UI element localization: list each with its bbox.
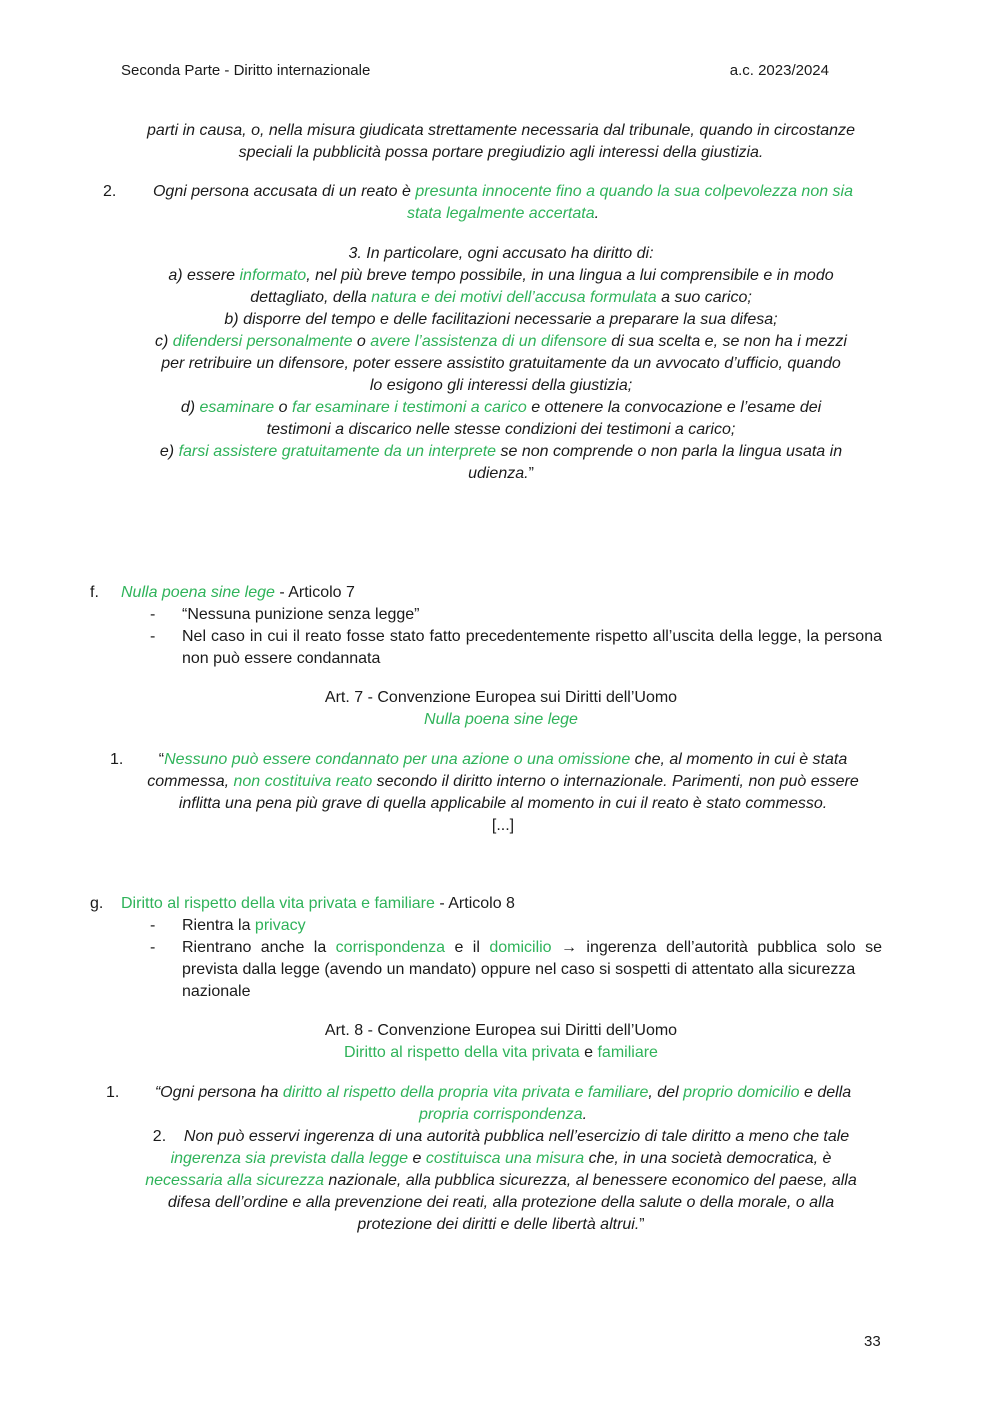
highlight-text: proprio domicilio [683,1084,800,1101]
text-span: nazionale, alla pubblica sicurezza, al benessere economico del paese, alla [323,1172,857,1189]
text-line: lo esigono gli interessi della giustizia; [369,377,633,394]
text-span: Ogni persona accusata di un reato è [152,183,416,200]
text-span: a) essere [168,267,240,284]
text-span: Rientrano anche la [182,939,336,956]
highlight-text: domicilio [489,939,552,956]
text-line: inflitta una pena più grave di quella applicabile al momento in cui il reato è stato commesso. [178,795,828,812]
section-g-title [121,893,515,915]
text-span: - Articolo 7 [274,584,355,601]
text-line: difesa dell’ordine e alla prevenzione dei reati, alla protezione della salute o della morale, o alla [167,1194,835,1211]
list-number: 2. [103,183,117,200]
article-heading: Art. 7 - Convenzione Europea sui Diritti dell’Uomo [324,689,678,706]
text-span: commessa, [147,773,234,790]
text-span: e [408,1150,426,1167]
highlight-text: non costituiva reato [233,773,373,790]
highlight-text: corrispondenza [335,939,446,956]
highlight-text: esaminare [199,399,275,416]
bullet-dash: - [150,606,156,623]
text-span: e della [799,1084,852,1101]
text-span: d) [180,399,200,416]
highlight-text: propria corrispondenza [418,1106,583,1123]
highlight-text: avere l’assistenza di un difensore [370,333,607,350]
text-span: ” [528,465,534,482]
bullet-text [182,937,882,1003]
highlight-text: Diritto al rispetto della vita privata e familiare [121,895,435,912]
text-line: testimoni a discarico nelle stesse condizioni dei testimoni a carico; [266,421,736,438]
highlight-text: costituisca una misura [425,1150,585,1167]
text-span: e il [445,939,490,956]
article-8-paragraph-2 [120,1126,882,1236]
section-letter-g: g. [90,895,104,912]
text-span: e) [159,443,179,460]
text-span: - Articolo 8 [434,895,515,912]
article-8-heading [120,1020,882,1064]
highlight-text: necessaria alla sicurezza [145,1172,324,1189]
bullet-dash: - [150,939,156,956]
header-title: Seconda Parte - Diritto internazionale [121,62,371,79]
text-span: e ottenere la convocazione e l’esame dei [526,399,822,416]
text-span: . [582,1106,588,1123]
highlight-text: stata legalmente accertata [406,205,595,222]
art6-paragraph-3 [120,243,882,485]
text-line: speciali la pubblicità possa portare pregiudizio agli interessi della giustizia. [238,144,764,161]
text-line: nazionale [182,983,251,1000]
text-span: . [594,205,600,222]
bullet-dash: - [150,628,156,645]
highlight-text: presunta innocente fino a quando la sua colpevolezza non sia [415,183,854,200]
section-letter-f: f. [90,584,99,601]
text-span: “Ogni persona ha [154,1084,283,1101]
highlight-text: far esaminare i testimoni a carico [292,399,527,416]
text-span: Rientra la [182,917,255,934]
text-span: Non può esservi ingerenza di una autorità pubblica nell’esercizio di tale diritto a meno che tale [183,1128,850,1145]
section-f-title [121,582,355,604]
text-line: per retribuire un difensore, poter essere assistito gratuitamente da un avvocato d’ufficio, quando [161,355,841,372]
text-line [120,243,882,265]
text-span: c) [155,333,173,350]
article-7-heading [120,687,882,731]
bullet-text [182,915,882,937]
text-line: b) disporre del tempo e delle facilitazioni necessarie a preparare la sua difesa; [224,311,778,328]
highlight-text: ingerenza sia prevista dalla legge [170,1150,409,1167]
list-number: 1. [106,1084,120,1101]
list-number: 1. [110,751,124,768]
text-span: che, in una società democratica, è [584,1150,832,1167]
highlight-text: natura e dei motivi dell’accusa formulata [371,289,657,306]
text-span: “ [158,751,165,768]
highlight-text: Nessuno può essere condannato per una azione o una omissione [164,751,631,768]
text-span: o [274,399,292,416]
list-number: 2. [152,1128,167,1145]
page-number: 33 [864,1333,881,1350]
highlight-text: farsi assistere gratuitamente da un interprete [178,443,497,460]
bullet-text: Nel caso in cui il reato fosse stato fatto precedentemente rispetto all’uscita della legge, la persona non può essere condannata [182,628,882,667]
art6-paragraph-2 [124,181,882,225]
article-subtitle: Nulla poena sine lege [424,711,578,728]
text-span: che, al momento in cui è stata [630,751,848,768]
text-span: udienza. [468,465,529,482]
text-span: , nel più breve tempo possibile, in una lingua a lui comprensibile e in modo [306,267,834,284]
text-span: 3. In particolare, ogni accusato ha diritto di: [348,245,654,262]
text-span: protezione dei diritti e delle libertà altrui. [357,1216,640,1233]
text-span: ” [639,1216,645,1233]
text-line: prevista dalla legge (avendo un mandato) oppure nel caso si sospetti di attentato alla sicurezza [182,961,856,978]
bullet-dash: - [150,917,156,934]
highlight-text: informato [239,267,307,284]
ellipsis: [...] [491,817,515,834]
bullet-text: “Nessuna punizione senza legge” [182,606,420,623]
text-span: , del [648,1084,684,1101]
header-year: a.c. 2023/2024 [729,62,829,79]
article-7-paragraph-1 [124,749,882,837]
highlight-text: Nulla poena sine lege [121,584,275,601]
text-span: e [579,1044,598,1061]
text-line: parti in causa, o, nella misura giudicata strettamente necessaria dal tribunale, quando in circostanze [147,122,855,139]
text-span: se non comprende o non parla la lingua usata in [496,443,843,460]
continuation-paragraph [120,120,882,164]
article-heading: Art. 8 - Convenzione Europea sui Diritti dell’Uomo [324,1022,678,1039]
text-span: di sua scelta e, se non ha i mezzi [606,333,847,350]
article-8-paragraph-1 [124,1082,882,1126]
highlight-text: privacy [254,917,306,934]
highlight-text: familiare [597,1044,658,1061]
text-span: a suo carico; [656,289,752,306]
text-span: → ingerenza dell’autorità pubblica solo se [551,939,883,956]
text-span: dettagliato, della [250,289,372,306]
highlight-text: Diritto al rispetto della vita privata [344,1044,580,1061]
text-span: secondo il diritto interno o internazionale. Parimenti, non può essere [372,773,859,790]
text-span: o [352,333,371,350]
highlight-text: diritto al rispetto della propria vita privata e familiare [282,1084,649,1101]
highlight-text: difendersi personalmente [172,333,353,350]
